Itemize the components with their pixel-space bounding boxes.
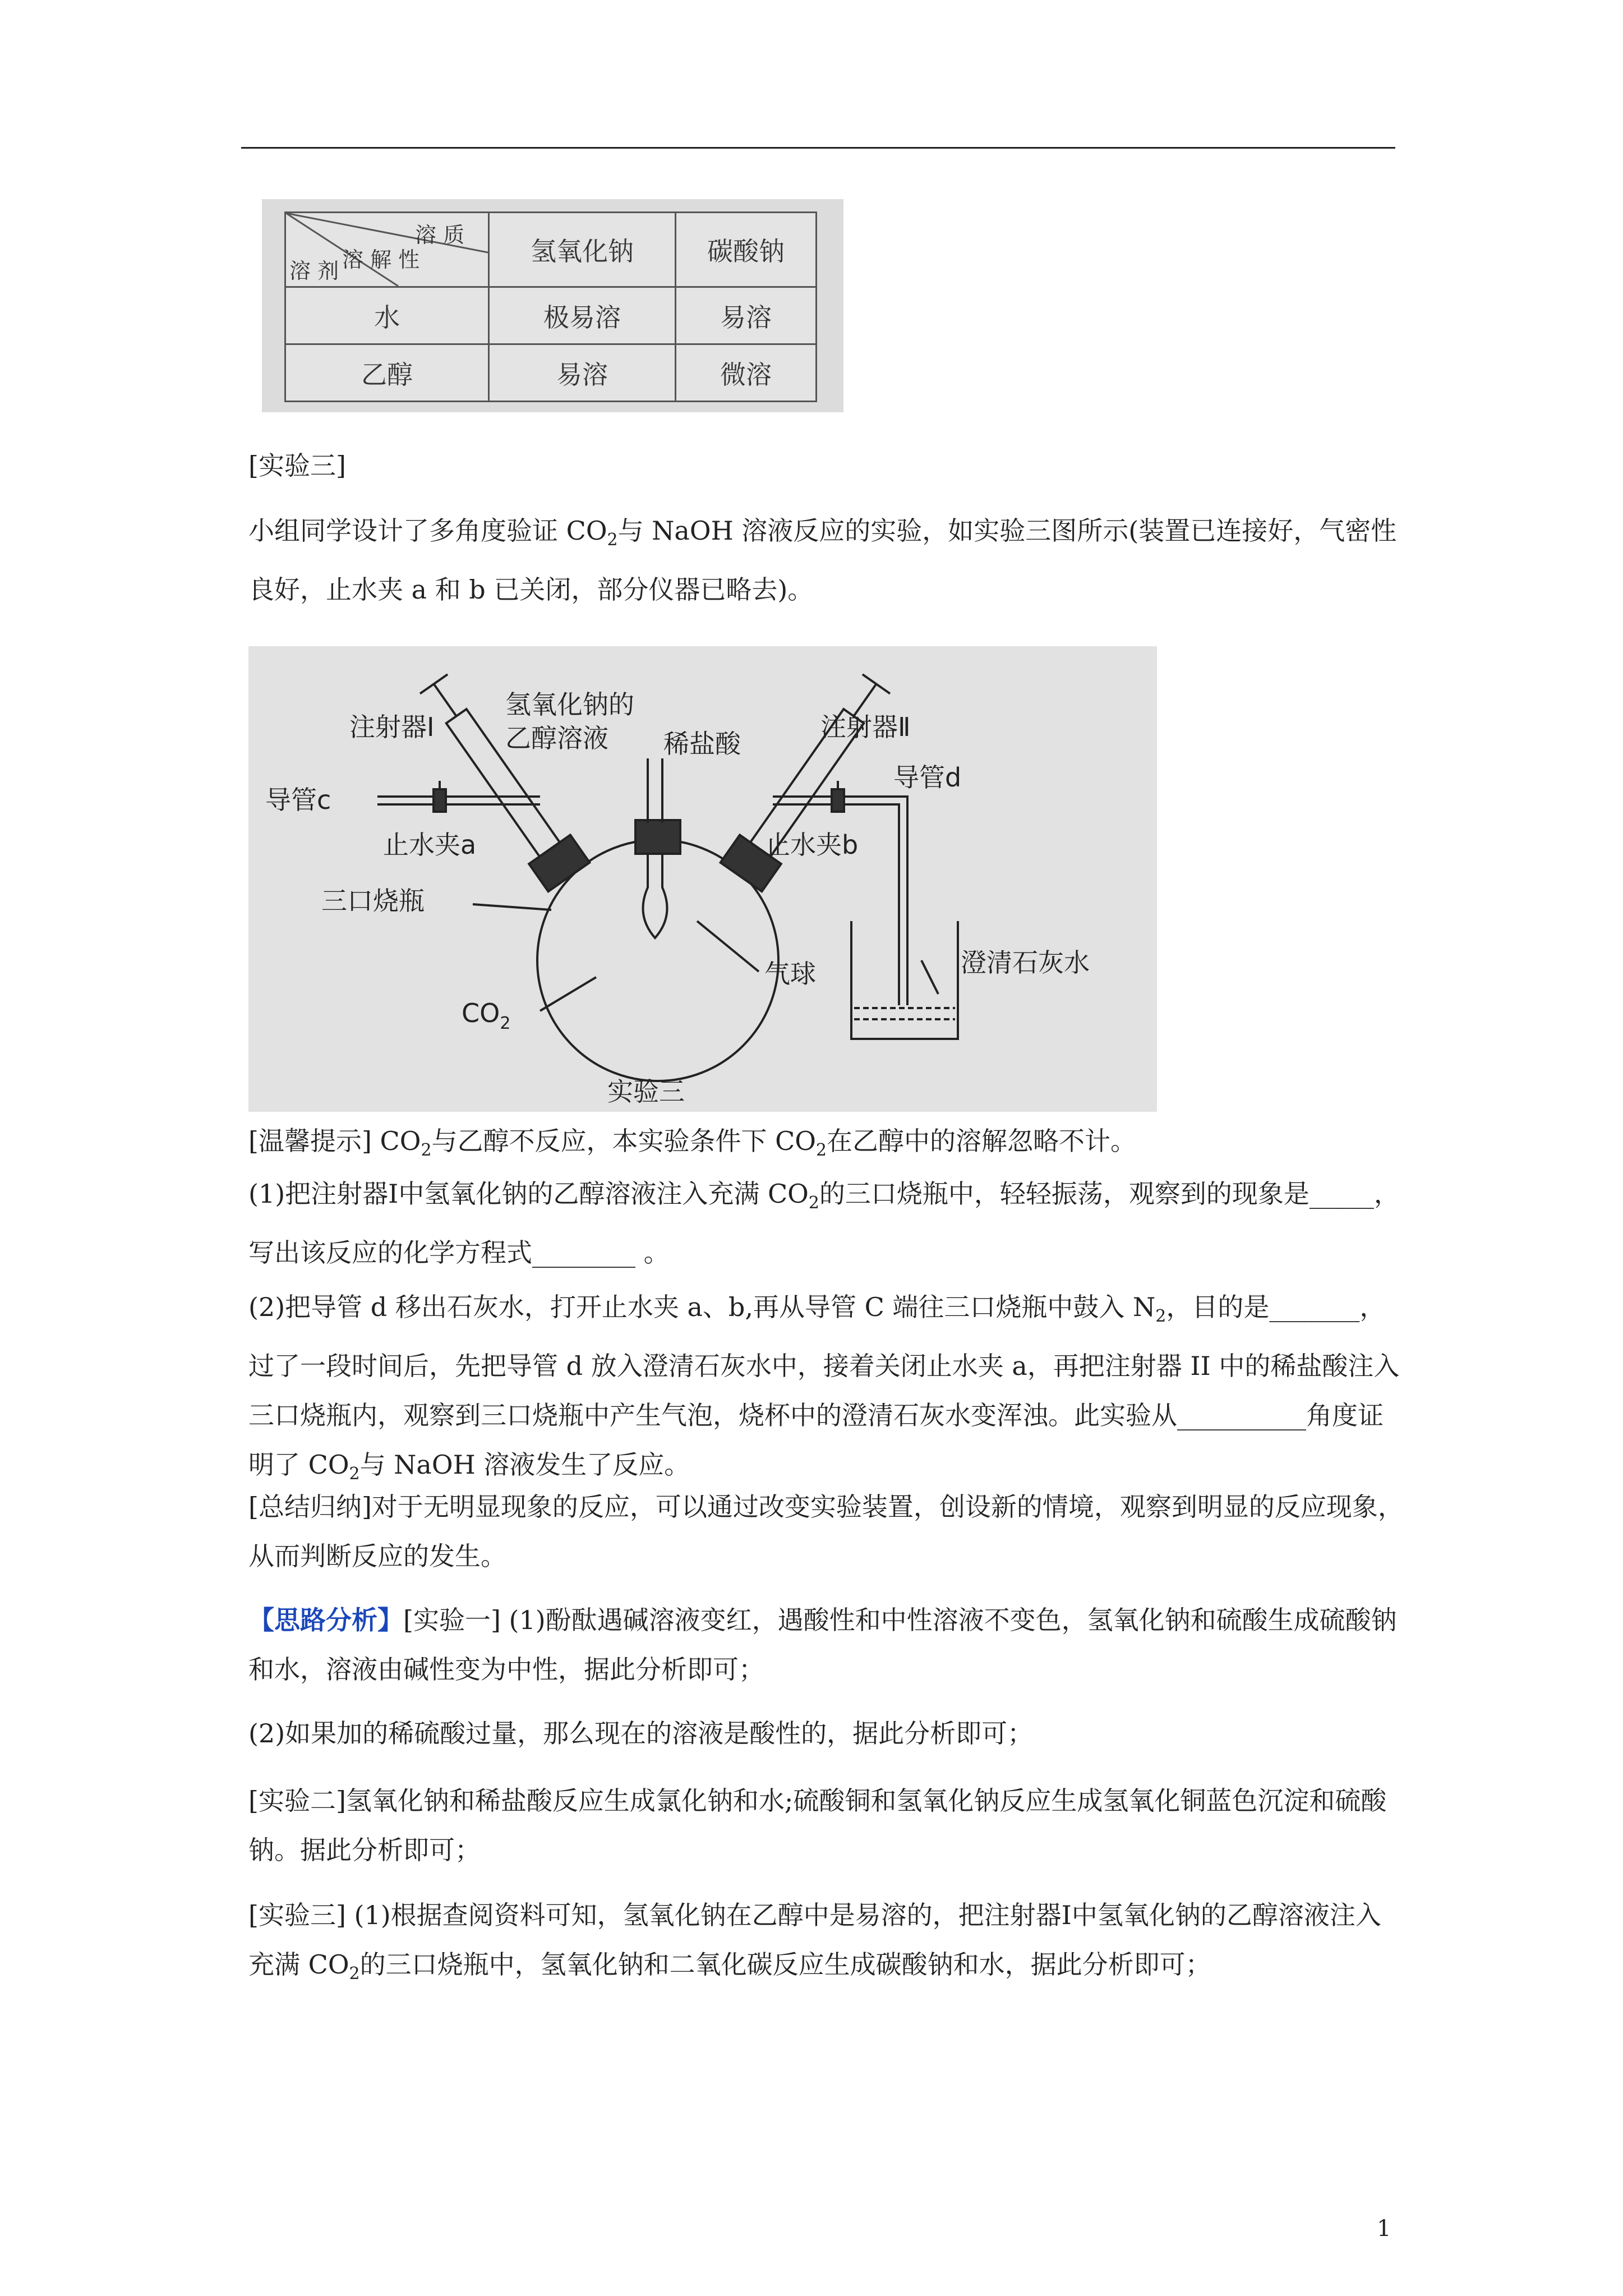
header-sodium-carbonate: 碳酸钠: [675, 213, 816, 287]
corner-solvent-label: 溶 剂: [289, 259, 339, 283]
co2-label: $CO_2$: [462, 998, 511, 1033]
syringe-2-label: 注射器Ⅱ: [820, 712, 911, 742]
analysis-1: 【思路分析】[实验一] (1)酚酞遇碱溶液变红，遇酸性和中性溶液不变色，氢氧化钠和硫酸生成硫酸钠和水，溶液由碱性变为中性，据此分析即可；: [248, 1605, 1397, 1685]
naoh-solution-label-2: 乙醇溶液: [505, 723, 608, 753]
clamp-b-label: 止水夹b: [764, 830, 859, 860]
limewater-label: 澄清石灰水: [961, 947, 1090, 978]
row-value: 微溶: [675, 344, 816, 402]
header-sodium-hydroxide: 氢氧化钠: [489, 213, 676, 287]
row-value: 易溶: [675, 287, 816, 344]
apparatus-drawing: [248, 646, 1157, 1112]
question-1: (1)把注射器Ⅰ中氢氧化钠的乙醇溶液注入充满 $CO_2$的三口烧瓶中，轻轻振荡，观察到的现象是_____，写出该反应的化学方程式________ 。: [248, 1179, 1400, 1268]
tube-c-label: 导管c: [265, 785, 331, 815]
header-rule: [241, 147, 1395, 149]
experiment3-intro: 小组同学设计了多角度验证 $CO_2$与 NaOH 溶液反应的实验，如实验三图所示(装置已连接好，气密性良好，止水夹 a 和 b 已关闭，部分仪器已略去)。: [248, 516, 1397, 605]
three-neck-flask-label: 三口烧瓶: [321, 886, 425, 916]
diagram-caption: 实验三: [607, 1076, 685, 1107]
table-row: [285, 344, 817, 402]
solubility-table: [284, 211, 817, 402]
page-number: 1: [1377, 2216, 1391, 2242]
row-value: 极易溶: [489, 287, 676, 344]
balloon-label: 气球: [764, 959, 816, 989]
summary: [总结归纳]对于无明显现象的反应，可以通过改变实验装置，创设新的情境，观察到明显的反应现象，从而判断反应的发生。: [248, 1492, 1404, 1571]
corner-solubility-label: 溶 解 性: [342, 247, 420, 272]
naoh-solution-label-1: 氢氧化钠的: [505, 689, 634, 720]
tube-d-label: 导管d: [893, 762, 962, 793]
hydrochloric-acid-label: 稀盐酸: [663, 729, 741, 759]
beaker-shape: [851, 921, 958, 1039]
experiment3-title: [实验三]: [248, 450, 346, 481]
analysis-2: (2)如果加的稀硫酸过量，那么现在的溶液是酸性的，据此分析即可；: [248, 1718, 1034, 1749]
analysis-4: [实验三] (1)根据查阅资料可知，氢氧化钠在乙醇中是易溶的，把注射器Ⅰ中氢氧化钠的乙醇溶液注入充满 $CO_2$的三口烧瓶中，氢氧化钠和二氧化碳反应生成碳酸钠和水，据此分析即可；: [248, 1900, 1381, 1984]
solubility-table-photo: [262, 199, 843, 412]
warm-tip: [温馨提示] $CO_2$与乙醇不反应，本实验条件下 $CO_2$在乙醇中的溶解忽略不计。: [248, 1126, 1137, 1161]
analysis-3: [实验二]氢氧化钠和稀盐酸反应生成氯化钠和水;硫酸铜和氢氧化钠反应生成氢氧化铜蓝色沉淀和硫酸钠。据此分析即可；: [248, 1786, 1387, 1865]
analysis-heading: 【思路分析】: [248, 1605, 403, 1635]
table-corner-cell: [285, 213, 489, 287]
table-row: [285, 287, 817, 344]
clamp-a-label: 止水夹a: [383, 830, 477, 860]
row-solvent-name: 乙醇: [285, 344, 489, 402]
row-solvent-name: 水: [285, 287, 489, 344]
syringe-1-label: 注射器Ⅰ: [349, 712, 435, 742]
question-2: (2)把导管 d 移出石灰水，打开止水夹 a、b,再从导管 C 端往三口烧瓶中鼓入 $N_2$，目的是_______，过了一段时间后，先把导管 d 放入澄清石灰水中，接着关闭止水夹 a，再把注射器 II 中的稀盐酸注入三口烧瓶内，观察到三口烧瓶中产生气泡，烧杯中的澄清石灰水变浑浊。此实验从__________角度证明了 $CO_2$与 NaOH 溶液发生了反应。: [248, 1292, 1400, 1484]
center-stopper: [635, 820, 680, 854]
balloon-shape: [643, 854, 667, 938]
apparatus-diagram: [248, 646, 1157, 1112]
corner-solute-label: 溶 质: [415, 223, 465, 247]
row-value: 易溶: [489, 344, 676, 402]
